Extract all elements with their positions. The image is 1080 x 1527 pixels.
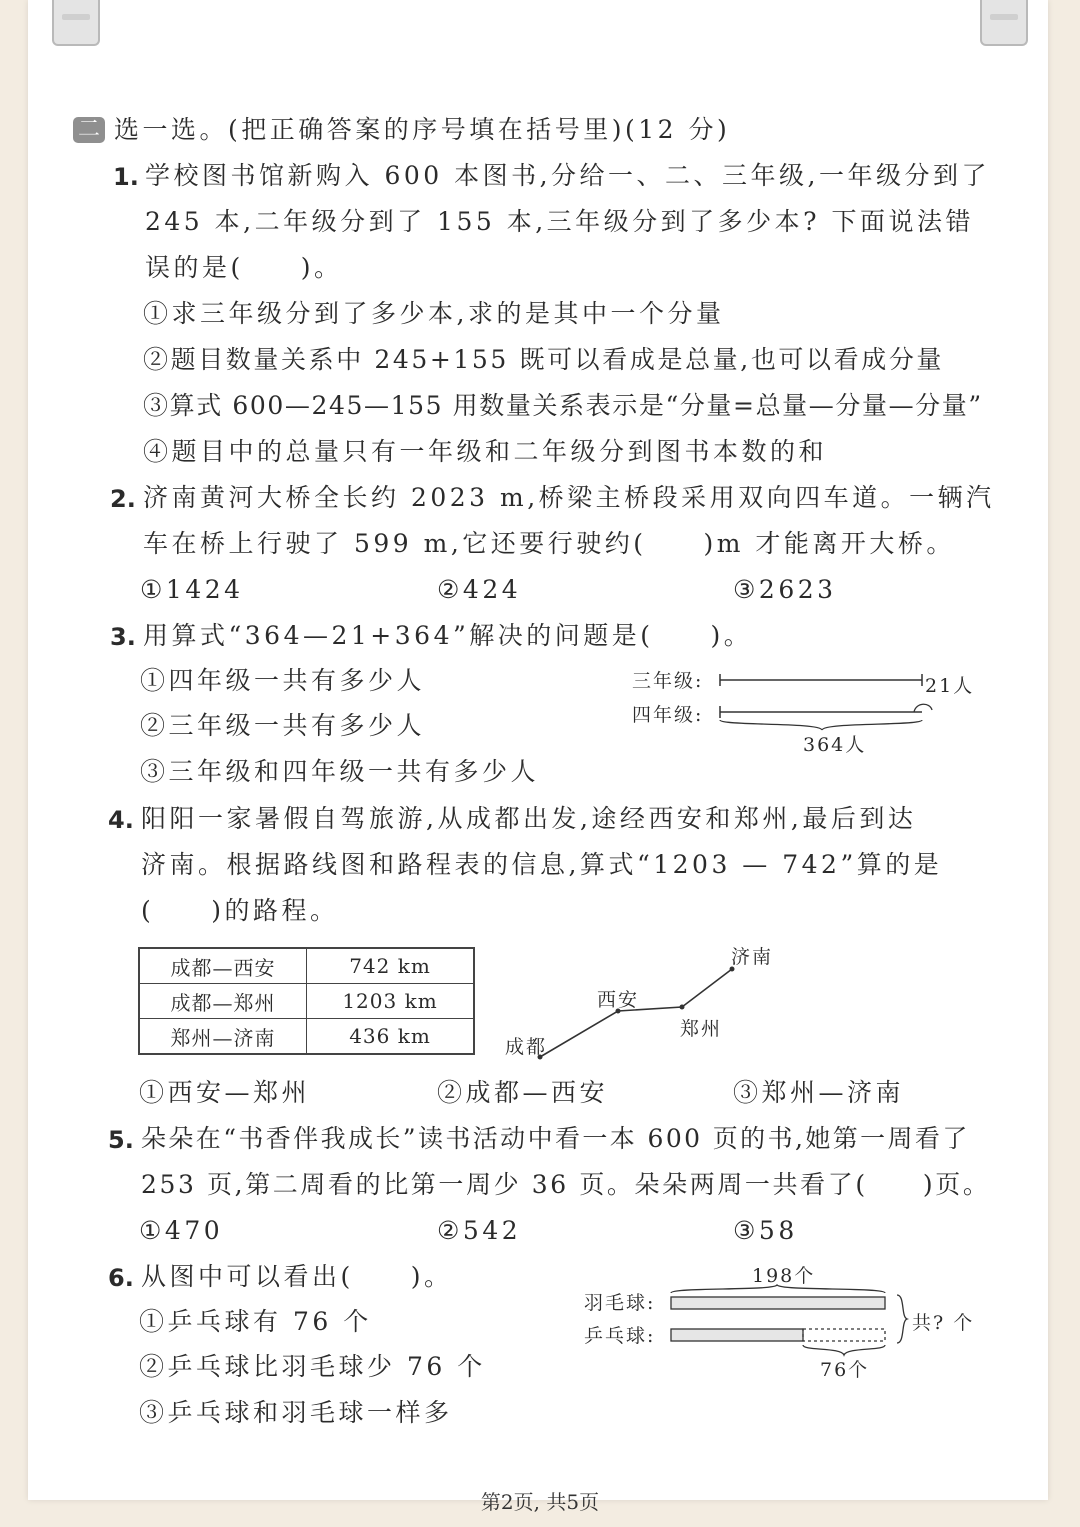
route-map bbox=[530, 935, 750, 1065]
q1-option-4: ④题目中的总量只有一年级和二年级分到图书本数的和 bbox=[143, 437, 828, 466]
q6-option-1: ①乒乓球有 76 个 bbox=[139, 1307, 372, 1336]
binder-clip-left bbox=[52, 0, 100, 46]
q4-line-1: 阳阳一家暑假自驾旅游,从成都出发,途经西安和郑州,最后到达 bbox=[141, 804, 917, 833]
q4-line-3: ( )的路程。 bbox=[141, 896, 339, 925]
q4-option-2: ②成都—西安 bbox=[437, 1078, 609, 1107]
table-cell-route: 成都—郑州 bbox=[139, 984, 307, 1019]
table-row bbox=[139, 948, 474, 984]
q5-line-2: 253 页,第二周看的比第一周少 36 页。朵朵两周一共看了( )页。 bbox=[141, 1170, 991, 1199]
q5-option-1: ①470 bbox=[139, 1216, 224, 1245]
q6-bar-diagram bbox=[665, 1283, 913, 1363]
page-footer: 第2页, 共5页 bbox=[480, 1490, 600, 1514]
section-title: 选一选。(把正确答案的序号填在括号里)(12 分) bbox=[114, 115, 731, 144]
q6-line: 从图中可以看出( )。 bbox=[141, 1262, 453, 1291]
q6-diagram-label-badminton: 羽毛球: bbox=[584, 1292, 656, 1314]
table-cell-distance: 1203 km bbox=[307, 984, 475, 1019]
q2-line-2: 车在桥上行驶了 599 m,它还要行驶约( )m 才能离开大桥。 bbox=[143, 529, 955, 558]
q6-option-2: ②乒乓球比羽毛球少 76 个 bbox=[139, 1352, 486, 1381]
q4-line-2: 济南。根据路线图和路程表的信息,算式“1203 — 742”算的是 bbox=[141, 850, 943, 879]
q6-option-3: ③乒乓球和羽毛球一样多 bbox=[139, 1398, 453, 1427]
map-label-jinan: 济南 bbox=[731, 946, 774, 968]
q2-number: 2. bbox=[110, 485, 136, 513]
q4-option-1: ①西安—郑州 bbox=[139, 1078, 311, 1107]
q2-option-3: ③2623 bbox=[733, 575, 837, 604]
q3-diagram-diff: 21人 bbox=[925, 675, 975, 697]
table-cell-distance: 436 km bbox=[307, 1019, 475, 1055]
map-label-chengdu: 成都 bbox=[505, 1036, 548, 1058]
q6-number: 6. bbox=[108, 1264, 134, 1292]
q3-number: 3. bbox=[110, 623, 136, 651]
q1-option-1: ①求三年级分到了多少本,求的是其中一个分量 bbox=[143, 299, 725, 328]
q5-option-3: ③58 bbox=[733, 1216, 798, 1245]
table-cell-distance: 742 km bbox=[307, 948, 475, 984]
q4-number: 4. bbox=[108, 806, 134, 834]
q3-diagram-label-grade3: 三年级: bbox=[632, 670, 704, 692]
q2-option-2: ②424 bbox=[437, 575, 522, 604]
binder-clip-right bbox=[980, 0, 1028, 46]
q5-line-1: 朵朵在“书香伴我成长”读书活动中看一本 600 页的书,她第一周看了 bbox=[141, 1124, 970, 1153]
q1-option-2: ②题目数量关系中 245+155 既可以看成是总量,也可以看成分量 bbox=[143, 345, 945, 374]
q1-number: 1. bbox=[113, 163, 139, 191]
q6-diagram-top-label: 198个 bbox=[752, 1265, 816, 1287]
table-row bbox=[139, 1019, 474, 1055]
q1-option-3: ③算式 600—245—155 用数量关系表示是“分量=总量—分量—分量” bbox=[143, 391, 983, 420]
distance-table bbox=[138, 947, 475, 1055]
q5-option-2: ②542 bbox=[437, 1216, 522, 1245]
table-row bbox=[139, 984, 474, 1019]
table-cell-route: 郑州—济南 bbox=[139, 1019, 307, 1055]
q3-option-2: ②三年级一共有多少人 bbox=[140, 711, 426, 740]
q6-diagram-sum: 共? 个 bbox=[912, 1312, 975, 1334]
q1-line-2: 245 本,二年级分到了 155 本,三年级分到了多少本? 下面说法错 bbox=[145, 207, 975, 236]
q1-line-1: 学校图书馆新购入 600 本图书,分给一、二、三年级,一年级分到了 bbox=[145, 161, 991, 190]
map-label-xian: 西安 bbox=[597, 989, 640, 1011]
q2-line-1: 济南黄河大桥全长约 2023 m,桥梁主桥段采用双向四车道。一辆汽 bbox=[143, 483, 995, 512]
q3-option-1: ①四年级一共有多少人 bbox=[140, 666, 426, 695]
q3-option-3: ③三年级和四年级一共有多少人 bbox=[140, 757, 540, 786]
q6-diagram-label-pingpong: 乒乓球: bbox=[584, 1325, 656, 1347]
q1-line-3: 误的是( )。 bbox=[145, 253, 343, 282]
q3-line: 用算式“364—21+364”解决的问题是( )。 bbox=[143, 621, 753, 650]
section-badge: 二 bbox=[73, 117, 105, 143]
q3-line-diagram bbox=[712, 670, 942, 732]
table-cell-route: 成都—西安 bbox=[139, 948, 307, 984]
q2-option-1: ①1424 bbox=[140, 575, 244, 604]
q4-option-3: ③郑州—济南 bbox=[733, 1078, 905, 1107]
q3-diagram-label-grade4: 四年级: bbox=[632, 704, 704, 726]
map-label-zhengzhou: 郑州 bbox=[680, 1018, 723, 1040]
q6-diagram-diff: 76个 bbox=[820, 1359, 870, 1381]
q3-diagram-total: 364人 bbox=[803, 734, 867, 756]
q5-number: 5. bbox=[108, 1126, 134, 1154]
